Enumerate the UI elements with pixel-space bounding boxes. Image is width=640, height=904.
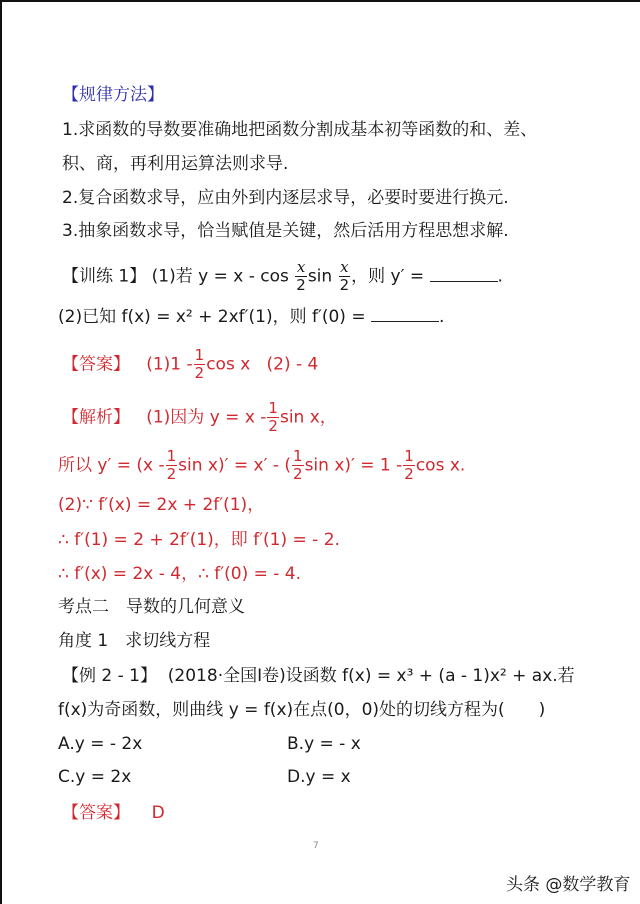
q1-expression: y = x - cos <box>198 266 289 287</box>
q1-prefix: (1)若 <box>151 266 193 287</box>
q2-expression: f(x) = x² + 2xf′(1)，则 f′(0) = <box>121 307 366 327</box>
training-question-1 <box>62 260 503 293</box>
fraction-one-half: $\frac{1}{2}$ <box>293 447 303 483</box>
example-line-1 <box>62 665 575 687</box>
answer-blank <box>371 307 439 322</box>
analysis-l2-suffix: cos x. <box>415 455 466 476</box>
training-question-2 <box>58 306 444 328</box>
example-stem-1: (2018·全国Ⅰ卷)设函数 f(x) = x³ + (a - 1)x² + ax.若 <box>167 666 575 686</box>
page-border-top <box>0 0 640 2</box>
fraction-one-half: $\frac{1}{2}$ <box>268 399 278 435</box>
analysis-l1-prefix: (1)因为 y = x - <box>146 407 267 428</box>
method-item-2: 2.复合函数求导，应由外到内逐层求导，必要时要进行换元. <box>62 188 509 208</box>
watermark: 头条 @数学教育 <box>506 875 631 895</box>
analysis-label: 【解析】 <box>62 407 130 428</box>
section-angle: 角度 1 求切线方程 <box>58 631 211 651</box>
analysis-line-5: ∴ f′(x) = 2x - 4，∴ f′(0) = - 4. <box>58 564 302 584</box>
method-heading: 【规律方法】 <box>62 85 164 105</box>
analysis-l2-prefix: 所以 y′ = (x - <box>58 455 165 476</box>
example-line-2: f(x)为奇函数，则曲线 y = f(x)在点(0，0)处的切线方程为( ) <box>58 700 546 720</box>
period: . <box>438 307 445 327</box>
answer-value: D <box>151 803 165 823</box>
method-item-1: 1.求函数的导数要准确地把函数分割成基本初等函数的和、差、 <box>62 120 538 140</box>
analysis-line-4: ∴ f′(1) = 2 + 2f′(1)，即 f′(1) = - 2. <box>58 530 340 550</box>
page-number: 7 <box>313 841 319 851</box>
fraction-one-half: $\frac{1}{2}$ <box>166 447 177 483</box>
analysis-line-3: (2)∵ f′(x) = 2x + 2f′(1)， <box>58 495 265 515</box>
q1-then: ，则 y′ = <box>351 266 425 287</box>
period: . <box>497 266 503 287</box>
option-b: B.y = - x <box>287 734 361 754</box>
analysis-l2-mid2: sin x)′ = 1 - <box>304 455 403 476</box>
answer-label: 【答案】 <box>62 803 130 823</box>
q2-prefix: (2)已知 <box>58 307 117 327</box>
method-item-3: 3.抽象函数求导，恰当赋值是关键，然后活用方程思想求解. <box>62 221 509 241</box>
fraction-one-half: $\frac{1}{2}$ <box>404 447 414 483</box>
option-d: D.y = x <box>287 767 351 787</box>
answer-part1-prefix: (1)1 - <box>146 354 193 375</box>
analysis-line-1 <box>62 401 337 434</box>
section-title: 考点二 导数的几何意义 <box>58 597 245 617</box>
option-a: A.y = - 2x <box>58 734 143 754</box>
analysis-l1-suffix: sin x， <box>279 407 337 428</box>
answer-part1-suffix: cos x <box>206 354 251 375</box>
answer-2 <box>62 802 165 824</box>
answer-part2: (2) - 4 <box>266 354 319 375</box>
option-c: C.y = 2x <box>58 767 132 787</box>
fraction-x-over-2: $\frac{x}{2}$ <box>296 258 306 294</box>
answer-label: 【答案】 <box>62 354 130 375</box>
sin-text: sin <box>307 266 333 287</box>
analysis-l2-mid1: sin x)′ = x′ - ( <box>178 455 292 476</box>
page-border-left <box>0 0 2 904</box>
example-label: 【例 2 - 1】 <box>62 666 157 686</box>
answer-1 <box>62 348 318 381</box>
training-label: 【训练 1】 <box>62 266 147 287</box>
analysis-line-2 <box>58 449 465 482</box>
answer-blank <box>430 267 498 282</box>
method-item-1-cont: 积、商，再利用运算法则求导. <box>62 154 289 174</box>
fraction-x-over-2: $\frac{x}{2}$ <box>339 258 350 294</box>
fraction-one-half: $\frac{1}{2}$ <box>194 346 205 382</box>
